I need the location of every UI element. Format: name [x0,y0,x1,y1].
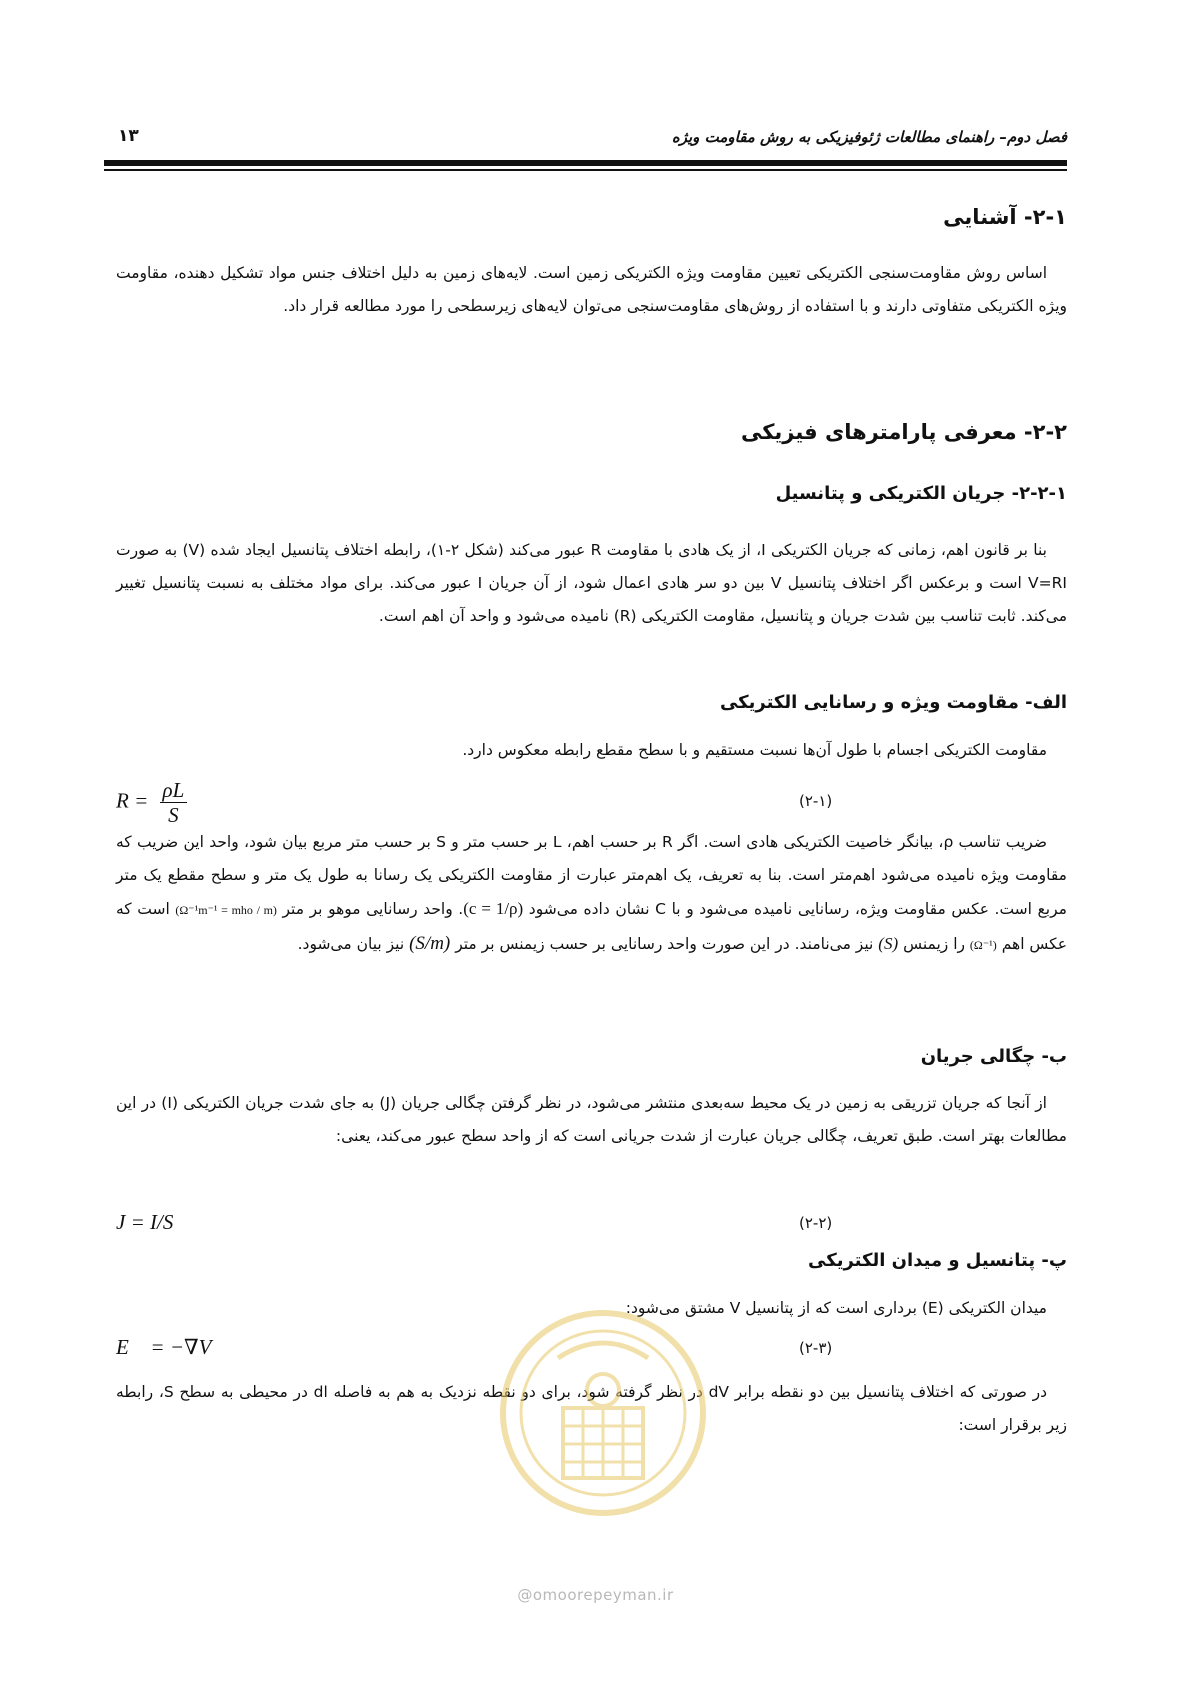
unit-inverse-ohm: (Ω⁻¹) [969,938,997,952]
unit-siemens-per-metre: (S/m) [409,933,451,954]
watermark-seal-icon [488,1298,718,1528]
equation-electric-field: E⃗ = −∇V [116,1335,212,1359]
unit-siemens: (S) [878,934,899,953]
header-rule-thick [104,160,1067,166]
paragraph-intro: اساس روش مقاومت‌سنجی الکتریکی تعیین مقاومت ویژه الکتریکی زمین است. لایه‌های زمین به دلیل اختلاف جنس مواد تشکیل دهنده، مقاومت ویژه الکتریکی متفاوتی دارند و با استفاده از روش‌های مقاومت‌سنجی می‌توان لایه‌های زیرسطحی را مورد مطالعه قرار داد. [116,264,1067,315]
resistivity-text-a: ضریب تناسب ρ، بیانگر خاصیت الکتریکی هادی است. اگر R بر حسب اهم، L بر حسب متر و S بر حسب متر مربع بیان شود، واحد این ضریب که مقاومت ویژه نامیده می‌شود اهم‌متر است. بنا به تعریف، یک اهم‌متر عبارت از مقاومت الکتریکی یک رسانا به طول یک متر و سطح مقطع یک متر مربع است. عکس مقاومت ویژه، رسانایی نامیده می‌شود و با C نشان داده می‌شود [116,833,1067,918]
resistivity-text-f: نیز بیان می‌شود. [297,935,405,953]
header-rule-thin [104,169,1067,171]
section-heading-current-potential: ۲-۲-۱- جریان الکتریکی و پتانسیل [775,483,1067,504]
equation-denominator: S [168,803,179,827]
equation-numerator: ρL [160,778,188,803]
equation-fraction [160,778,188,827]
page-number: ۱۳ [118,126,139,146]
equation-label: (۲-۲) [799,1214,833,1232]
resistivity-text-d: را زیمنس [903,935,965,953]
resistivity-text-e: نیز می‌نامند. در این صورت واحد رسانایی بر حسب زیمنس بر متر [455,935,874,953]
subheading-potential-field: پ- پتانسیل و میدان الکتریکی [808,1250,1067,1271]
equation-lhs: R = [116,788,149,813]
conductivity-formula: (c = 1/ρ) [463,899,524,918]
equation-resistance [116,778,187,827]
subheading-current-density: ب- چگالی جریان [920,1046,1067,1067]
equation-label: (۲-۱) [799,792,833,810]
resistivity-text-c: است که عکس اهم [116,900,1067,953]
paragraph-electric-field-intro: میدان الکتریکی (E) برداری است که از پتانسیل V مشتق می‌شود: [625,1299,1047,1317]
equation-current-density: J = I/S [116,1210,174,1234]
subheading-resistivity: الف- مقاومت ویژه و رسانایی الکتریکی [719,692,1067,713]
paragraph-ohms-law: بنا بر قانون اهم، زمانی که جریان الکتریکی I، از یک هادی با مقاومت R عبور می‌کند (شکل ۲-۱)، رابطه اختلاف پتانسیل ایجاد شده (V) به صورت V=RI است و برعکس اگر اختلاف پتانسیل V بین دو سر هادی اعمال شود، از آن جریان I عبور می‌کند. برای مواد مختلف به نسبت پتانسیل تغییر می‌کند. ثابت تناسب بین شدت جریان و پتانسیل، مقاومت الکتریکی (R) نامیده می‌شود و واحد آن اهم است. [116,541,1067,625]
section-heading-intro: ۲-۱- آشنایی [943,205,1067,229]
paragraph-potential-difference: در صورتی که اختلاف پتانسیل بین دو نقطه برابر dV در نظر گرفته شود، برای دو نقطه نزدیک به هم به فاصله dl در محیطی به سطح S، رابطه زیر برقرار است: [116,1383,1067,1434]
paragraph-resistivity-definition [116,826,1067,962]
watermark-text: @omoorepeyman.ir [517,1586,674,1604]
resistivity-text-b: . واحد رسانایی موهو بر متر [282,900,464,918]
paragraph-resistivity-intro: مقاومت الکتریکی اجسام با طول آن‌ها نسبت مستقیم و با سطح مقطع رابطه معکوس دارد. [462,741,1047,759]
unit-mho-per-metre: (Ω⁻¹m⁻¹ = mho / m) [175,903,277,917]
page-header [104,128,1067,154]
header-title: فصل دوم– راهنمای مطالعات ژئوفیزیکی به روش مقاومت ویژه [671,128,1067,146]
equation-label: (۲-۳) [799,1339,833,1357]
paragraph-current-density: از آنجا که جریان تزریقی به زمین در یک محیط سه‌بعدی منتشر می‌شود، در نظر گرفتن چگالی جریان (J) به جای شدت جریان الکتریکی (I) در این مطالعات بهتر است. طبق تعریف، چگالی جریان عبارت از شدت جریانی است که از واحد سطح عبور می‌کند، یعنی: [116,1094,1067,1145]
section-heading-parameters: ۲-۲- معرفی پارامترهای فیزیکی [740,420,1067,444]
